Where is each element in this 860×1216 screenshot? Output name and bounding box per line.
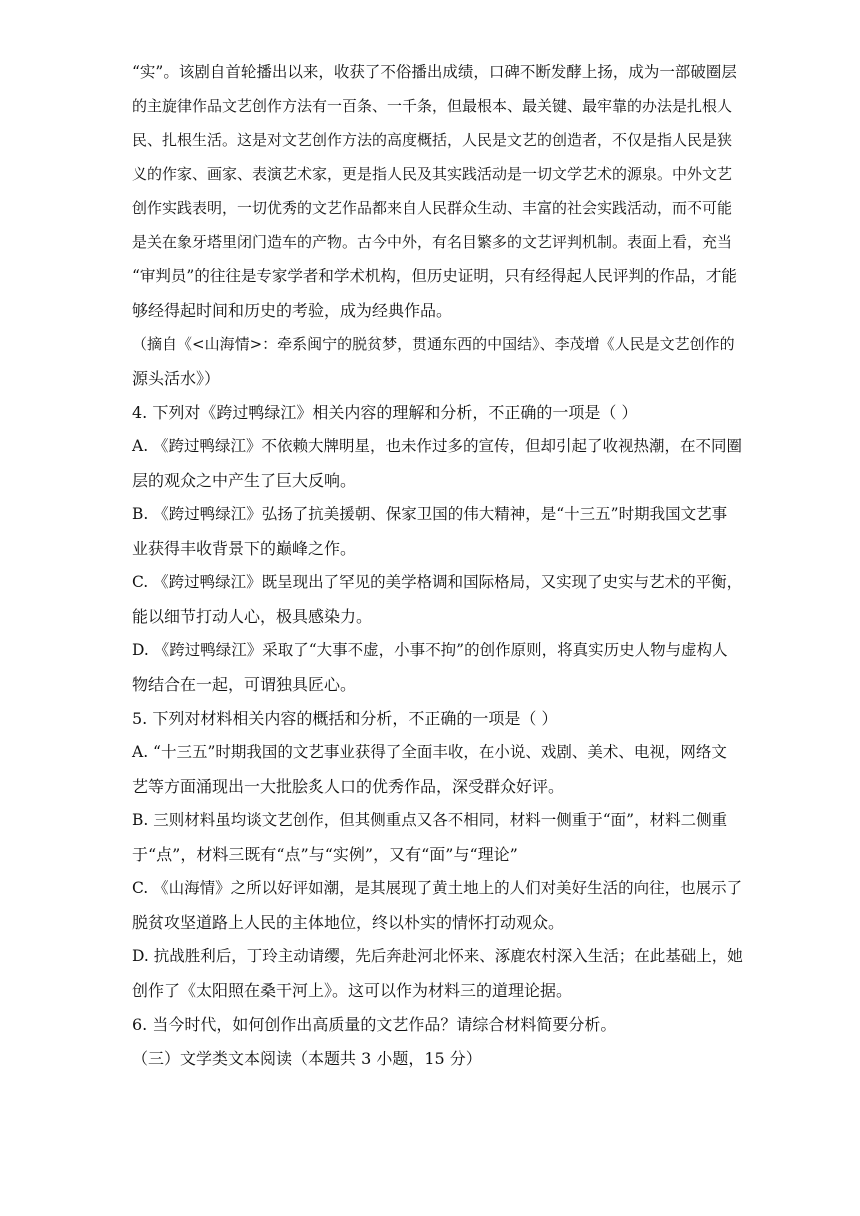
q4-option-c: C. 《跨过鸭绿江》既呈现出了罕见的美学格调和国际格局，又实现了史实与艺术的平衡， (132, 573, 743, 591)
question-5-stem: 5. 下列对材料相关内容的概括和分析，不正确的一项是（ ） (132, 709, 558, 728)
material-line: 创作实践表明，一切优秀的文艺作品都来自人民群众生动、丰富的社会实践活动，而不可能 (132, 199, 733, 217)
q4-option-c: 能以细节打动人心，极具感染力。 (132, 607, 373, 626)
q5-option-a: 艺等方面涌现出一大批脍炙人口的优秀作品，深受群众好评。 (132, 777, 565, 796)
material-line: 民、扎根生活。这是对文艺创作方法的高度概括，人民是文艺的创造者，不仅是指人民是狭 (132, 131, 733, 149)
section-heading: （三）文学类文本阅读（本题共 3 小题，15 分） (132, 1049, 482, 1068)
q5-option-c: C. 《山海情》之所以好评如潮，是其展现了黄土地上的人们对美好生活的向往，也展示了 (132, 879, 743, 897)
material-line: 是关在象牙塔里闭门造车的产物。古今中外，有名目繁多的文艺评判机制。表面上看，充当 (132, 233, 733, 251)
q5-option-d: D. 抗战胜利后，丁玲主动请缨，先后奔赴河北怀来、涿鹿农村深入生活；在此基础上，她 (132, 947, 743, 965)
source-note: 源头活水》） (132, 369, 221, 388)
q5-option-b: B. 三则材料虽均谈文艺创作，但其侧重点又各不相同，材料一侧重于“面”，材料二侧重 (132, 811, 728, 829)
q4-option-a: A. 《跨过鸭绿江》不依赖大牌明星，也未作过多的宣传，但却引起了收视热潮，在不同圈 (132, 437, 743, 455)
material-line: 的主旋律作品文艺创作方法有一百条、一千条，但最根本、最关键、最牢靠的办法是扎根人 (132, 97, 733, 115)
q5-option-c: 脱贫攻坚道路上人民的主体地位，终以朴实的情怀打动观众。 (132, 913, 565, 932)
q4-option-b: 业获得丰收背景下的巅峰之作。 (132, 539, 357, 558)
material-line: 够经得起时间和历史的考验，成为经典作品。 (132, 301, 453, 320)
q4-option-a: 层的观众之中产生了巨大反响。 (132, 471, 357, 490)
material-line: “实”。该剧自首轮播出以来，收获了不俗播出成绩，口碑不断发酵上扬，成为一部破圈层 (132, 63, 737, 81)
material-line: “审判员”的往往是专家学者和学术机构，但历史证明，只有经得起人民评判的作品，才能 (132, 267, 737, 285)
question-4-stem: 4. 下列对《跨过鸭绿江》相关内容的理解和分析，不正确的一项是（ ） (132, 403, 638, 422)
source-note: （摘自《<山海情>：牵系闽宁的脱贫梦，贯通东西的中国结》、李茂增《人民是文艺创作的 (132, 335, 735, 353)
q5-option-a: A. “十三五”时期我国的文艺事业获得了全面丰收，在小说、戏剧、美术、电视，网络文 (132, 743, 727, 761)
question-6-stem: 6. 当今时代，如何创作出高质量的文艺作品？请综合材料简要分析。 (132, 1015, 617, 1034)
q5-option-d: 创作了《太阳照在桑干河上》。这可以作为材料三的道理论据。 (132, 981, 573, 1000)
q4-option-d: 物结合在一起，可谓独具匠心。 (132, 675, 357, 694)
q4-option-b: B. 《跨过鸭绿江》弘扬了抗美援朝、保家卫国的伟大精神，是“十三五”时期我国文艺事 (132, 505, 728, 523)
q4-option-d: D. 《跨过鸭绿江》采取了“大事不虚，小事不拘”的创作原则，将真实历史人物与虚构人 (132, 641, 728, 659)
material-line: 义的作家、画家、表演艺术家，更是指人民及其实践活动是一切文学艺术的源泉。中外文艺 (132, 165, 733, 183)
q5-option-b: 于“点”，材料三既有“点”与“实例”，又有“面”与“理论” (132, 845, 518, 864)
